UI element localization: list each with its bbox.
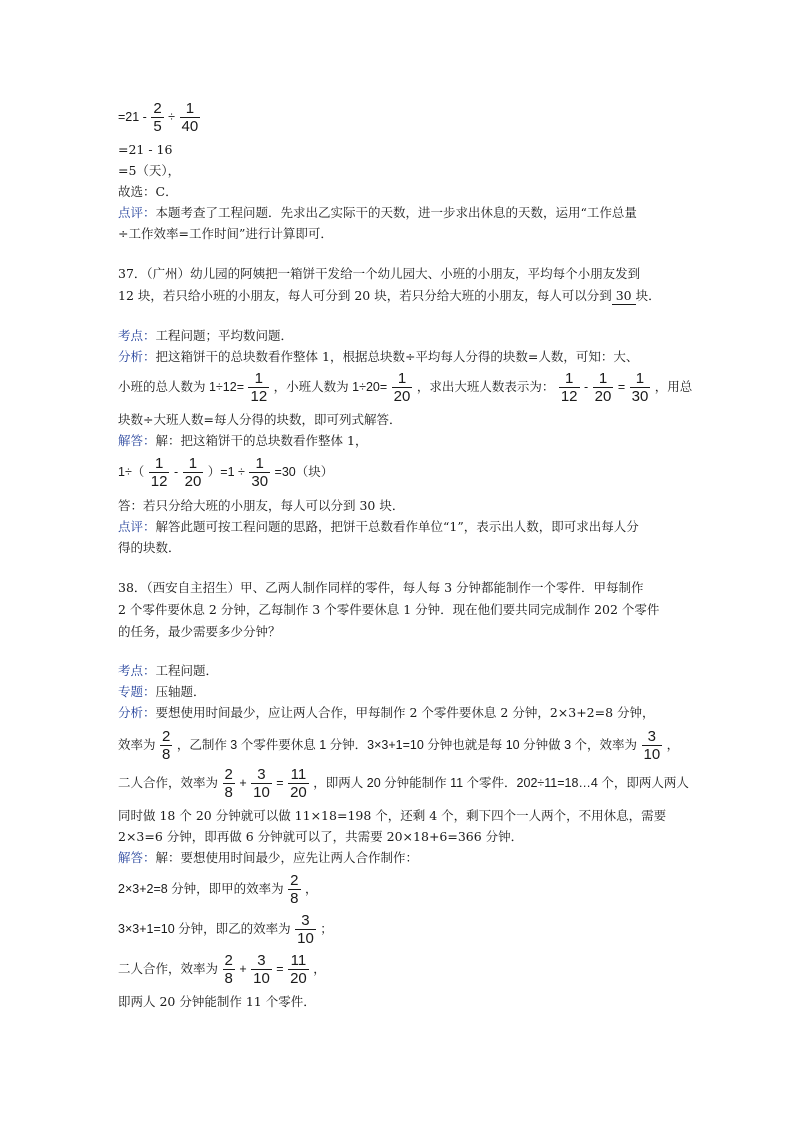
kaodian-text: 工程问题；平均数问题． bbox=[155, 328, 294, 343]
jieda-text: 二人合作，效率为 bbox=[118, 961, 219, 976]
comment-line-1 bbox=[118, 205, 637, 221]
calc-text: ）=1 ÷ bbox=[207, 464, 245, 479]
fraction-1-12 bbox=[248, 370, 269, 405]
numerator: 3 bbox=[251, 766, 272, 784]
denominator: 8 bbox=[224, 784, 233, 801]
operator: = bbox=[276, 961, 284, 976]
fraction-3-10 bbox=[251, 766, 272, 801]
fenxi-text: 效率为 bbox=[118, 737, 156, 752]
jieda-text: 2×3+2=8 分钟，即甲的效率为 bbox=[118, 881, 284, 896]
numerator: 3 bbox=[642, 728, 663, 746]
jieda-text: ， bbox=[305, 881, 318, 896]
denominator: 40 bbox=[181, 118, 199, 135]
jieda-text: ； bbox=[320, 921, 333, 936]
numerator: 2 bbox=[224, 766, 233, 783]
operator: + bbox=[239, 775, 247, 790]
numerator: 11 bbox=[288, 766, 309, 784]
fraction-2-8 bbox=[223, 952, 235, 987]
fraction-3-10 bbox=[642, 728, 663, 763]
denominator: 20 bbox=[594, 388, 612, 405]
numerator: 1 bbox=[392, 370, 413, 388]
calc-text: 1÷（ bbox=[118, 464, 145, 479]
calc-text: =21 - bbox=[118, 109, 147, 124]
denominator: 20 bbox=[290, 970, 307, 987]
fraction-3-10 bbox=[295, 912, 316, 947]
q38-fenxi-1 bbox=[118, 705, 655, 721]
fenxi-text: 要想使用时间最少，应让两人合作，甲每制作 2 个零件要休息 2 分钟，2×3+2=8 分钟， bbox=[155, 705, 655, 720]
zhuanti-label: 专题： bbox=[118, 684, 156, 699]
fraction-1-20 bbox=[183, 455, 204, 490]
denominator: 10 bbox=[253, 784, 270, 801]
numerator: 1 bbox=[630, 370, 651, 388]
comment-line-2: ÷工作效率=工作时间”进行计算即可． bbox=[118, 226, 333, 241]
numerator: 11 bbox=[288, 952, 309, 970]
fenxi-text: ，用总 bbox=[654, 379, 693, 394]
q37-text: 12 块，若只给小班的小朋友，每人可分到 20 块，若只分给大班的小朋友，每人可以分到 bbox=[118, 288, 612, 303]
zhuanti-text: 压轴题． bbox=[155, 684, 206, 699]
q38-jieda-1 bbox=[118, 850, 418, 866]
q37-answer-blank: 30 bbox=[612, 288, 636, 305]
numerator: 3 bbox=[295, 912, 316, 930]
q37-text-end: 块． bbox=[635, 288, 661, 303]
numerator: 2 bbox=[290, 872, 299, 889]
q37-jieda-1 bbox=[118, 433, 367, 449]
denominator: 8 bbox=[162, 746, 171, 763]
fraction-1-40 bbox=[180, 100, 201, 135]
q38-line-3: 的任务，最少需要多少分钟？ bbox=[118, 624, 281, 639]
numerator: 2 bbox=[153, 100, 162, 117]
fraction-2-8 bbox=[223, 766, 235, 801]
denominator: 20 bbox=[184, 473, 202, 490]
denominator: 10 bbox=[297, 930, 314, 947]
fraction-3-10 bbox=[251, 952, 272, 987]
denominator: 8 bbox=[224, 970, 233, 987]
fraction-2-8 bbox=[288, 872, 300, 907]
numerator: 1 bbox=[559, 370, 580, 388]
fraction-1-20 bbox=[392, 370, 413, 405]
q37-fenxi-3: 块数÷大班人数=每人分得的块数，即可列式解答． bbox=[118, 412, 402, 427]
numerator: 2 bbox=[162, 728, 171, 745]
fraction-1-12 bbox=[559, 370, 580, 405]
fenxi-label: 分析： bbox=[118, 349, 156, 364]
q38-jieda-3 bbox=[118, 912, 333, 947]
calc-line-2: =21 - 16 bbox=[118, 142, 173, 157]
answer-choice: 故选：C． bbox=[118, 184, 178, 199]
numerator: 1 bbox=[248, 370, 269, 388]
fraction-11-20 bbox=[288, 952, 309, 987]
jieda-text: 解：要想使用时间最少，应先让两人合作制作： bbox=[155, 850, 419, 865]
q38-line-1: 38．（西安自主招生）甲、乙两人制作同样的零件，每人每 3 分钟都能制作一个零件．甲每制作 bbox=[118, 580, 644, 595]
q37-pingjia-1 bbox=[118, 519, 639, 535]
denominator: 30 bbox=[631, 388, 649, 405]
fraction-2-8 bbox=[160, 728, 172, 763]
q38-jieda-2 bbox=[118, 872, 318, 907]
calc-text: =30（块） bbox=[274, 464, 334, 479]
comment-text: 本题考查了工程问题．先求出乙实际干的天数，进一步求出休息的天数，运用“工作总量 bbox=[155, 205, 637, 220]
fenxi-text: ，乙制作 3 个零件要休息 1 分钟．3×3+1=10 分钟也就是每 10 分钟做 3 个，效率为 bbox=[176, 737, 638, 752]
operator: = bbox=[617, 379, 626, 394]
fraction-1-30 bbox=[249, 455, 270, 490]
operator: = bbox=[276, 775, 284, 790]
q37-calc bbox=[118, 455, 333, 490]
q38-fenxi-4: 同时做 18 个 20 分钟就可以做 11×18=198 个，还剩 4 个，剩下四个一人两个，不用休息，需要 bbox=[118, 808, 667, 823]
jieda-label: 解答： bbox=[118, 433, 156, 448]
q38-kaodian bbox=[118, 663, 218, 679]
comment-label: 点评： bbox=[118, 205, 156, 220]
denominator: 10 bbox=[643, 746, 661, 763]
q38-fenxi-3 bbox=[118, 766, 689, 801]
denominator: 20 bbox=[393, 388, 411, 405]
kaodian-label: 考点： bbox=[118, 328, 156, 343]
operator: - bbox=[583, 379, 589, 394]
denominator: 8 bbox=[290, 890, 299, 907]
q38-zhuanti bbox=[118, 684, 206, 700]
numerator: 1 bbox=[183, 455, 204, 473]
fraction-11-20 bbox=[288, 766, 309, 801]
numerator: 1 bbox=[593, 370, 614, 388]
fenxi-text: ，小班人数为 1÷20= bbox=[273, 379, 388, 394]
q37-answer: 答：若只分给大班的小朋友，每人可以分到 30 块． bbox=[118, 498, 405, 513]
comment-label: 点评： bbox=[118, 519, 156, 534]
numerator: 1 bbox=[180, 100, 201, 118]
fenxi-text: 二人合作，效率为 bbox=[118, 775, 219, 790]
fenxi-text: ， bbox=[666, 737, 680, 752]
jieda-text: ， bbox=[313, 961, 326, 976]
denominator: 5 bbox=[153, 118, 162, 135]
kaodian-text: 工程问题． bbox=[155, 663, 219, 678]
fenxi-text: 把这箱饼干的总块数看作整体 1，根据总块数÷平均每人分得的块数=人数，可知：大、 bbox=[155, 349, 639, 364]
denominator: 12 bbox=[150, 473, 168, 490]
q37-line-1: 37．（广州）幼儿园的阿姨把一箱饼干发给一个幼儿园大、小班的小朋友，平均每个小朋友发到 bbox=[118, 266, 641, 281]
q37-fenxi-1 bbox=[118, 349, 638, 365]
comment-text: 解答此题可按工程问题的思路，把饼干总数看作单位“1”，表示出人数，即可求出每人分 bbox=[155, 519, 639, 534]
denominator: 10 bbox=[253, 970, 270, 987]
kaodian-label: 考点： bbox=[118, 663, 156, 678]
q38-fenxi-5: 2×3=6 分钟，即再做 6 分钟就可以了，共需要 20×18+6=366 分钟． bbox=[118, 829, 524, 844]
calc-line-3: =5（天）， bbox=[118, 163, 181, 178]
jieda-label: 解答： bbox=[118, 850, 156, 865]
denominator: 20 bbox=[290, 784, 307, 801]
q38-fenxi-2 bbox=[118, 728, 679, 763]
denominator: 12 bbox=[560, 388, 578, 405]
operator: + bbox=[239, 961, 247, 976]
denominator: 12 bbox=[250, 388, 268, 405]
q37-line-2 bbox=[118, 288, 661, 305]
q38-jieda-4 bbox=[118, 952, 326, 987]
fraction-1-30 bbox=[630, 370, 651, 405]
numerator: 2 bbox=[224, 952, 233, 969]
operator: ÷ bbox=[168, 109, 176, 124]
fenxi-text: 小班的总人数为 1÷12= bbox=[118, 379, 244, 394]
fenxi-text: ，求出大班人数表示为： bbox=[416, 379, 555, 394]
fraction-2-5 bbox=[151, 100, 163, 135]
q37-pingjia-2: 得的块数． bbox=[118, 540, 181, 555]
numerator: 1 bbox=[249, 455, 270, 473]
numerator: 3 bbox=[251, 952, 272, 970]
fenxi-text: ，即两人 20 分钟能制作 11 个零件．202÷11=18…4 个，即两人两人 bbox=[313, 775, 689, 790]
jieda-text: 解：把这箱饼干的总块数看作整体 1， bbox=[155, 433, 368, 448]
calc-line-1 bbox=[118, 100, 201, 135]
fraction-1-12 bbox=[149, 455, 170, 490]
q37-kaodian bbox=[118, 328, 293, 344]
q37-fenxi-2 bbox=[118, 370, 692, 405]
operator: - bbox=[173, 464, 179, 479]
fenxi-label: 分析： bbox=[118, 705, 156, 720]
numerator: 1 bbox=[149, 455, 170, 473]
fraction-1-20 bbox=[593, 370, 614, 405]
q38-jieda-5: 即两人 20 分钟能制作 11 个零件． bbox=[118, 994, 316, 1009]
jieda-text: 3×3+1=10 分钟，即乙的效率为 bbox=[118, 921, 291, 936]
denominator: 30 bbox=[251, 473, 269, 490]
q38-line-2: 2 个零件要休息 2 分钟，乙每制作 3 个零件要休息 1 分钟．现在他们要共同完成制作 202 个零件 bbox=[118, 602, 660, 617]
